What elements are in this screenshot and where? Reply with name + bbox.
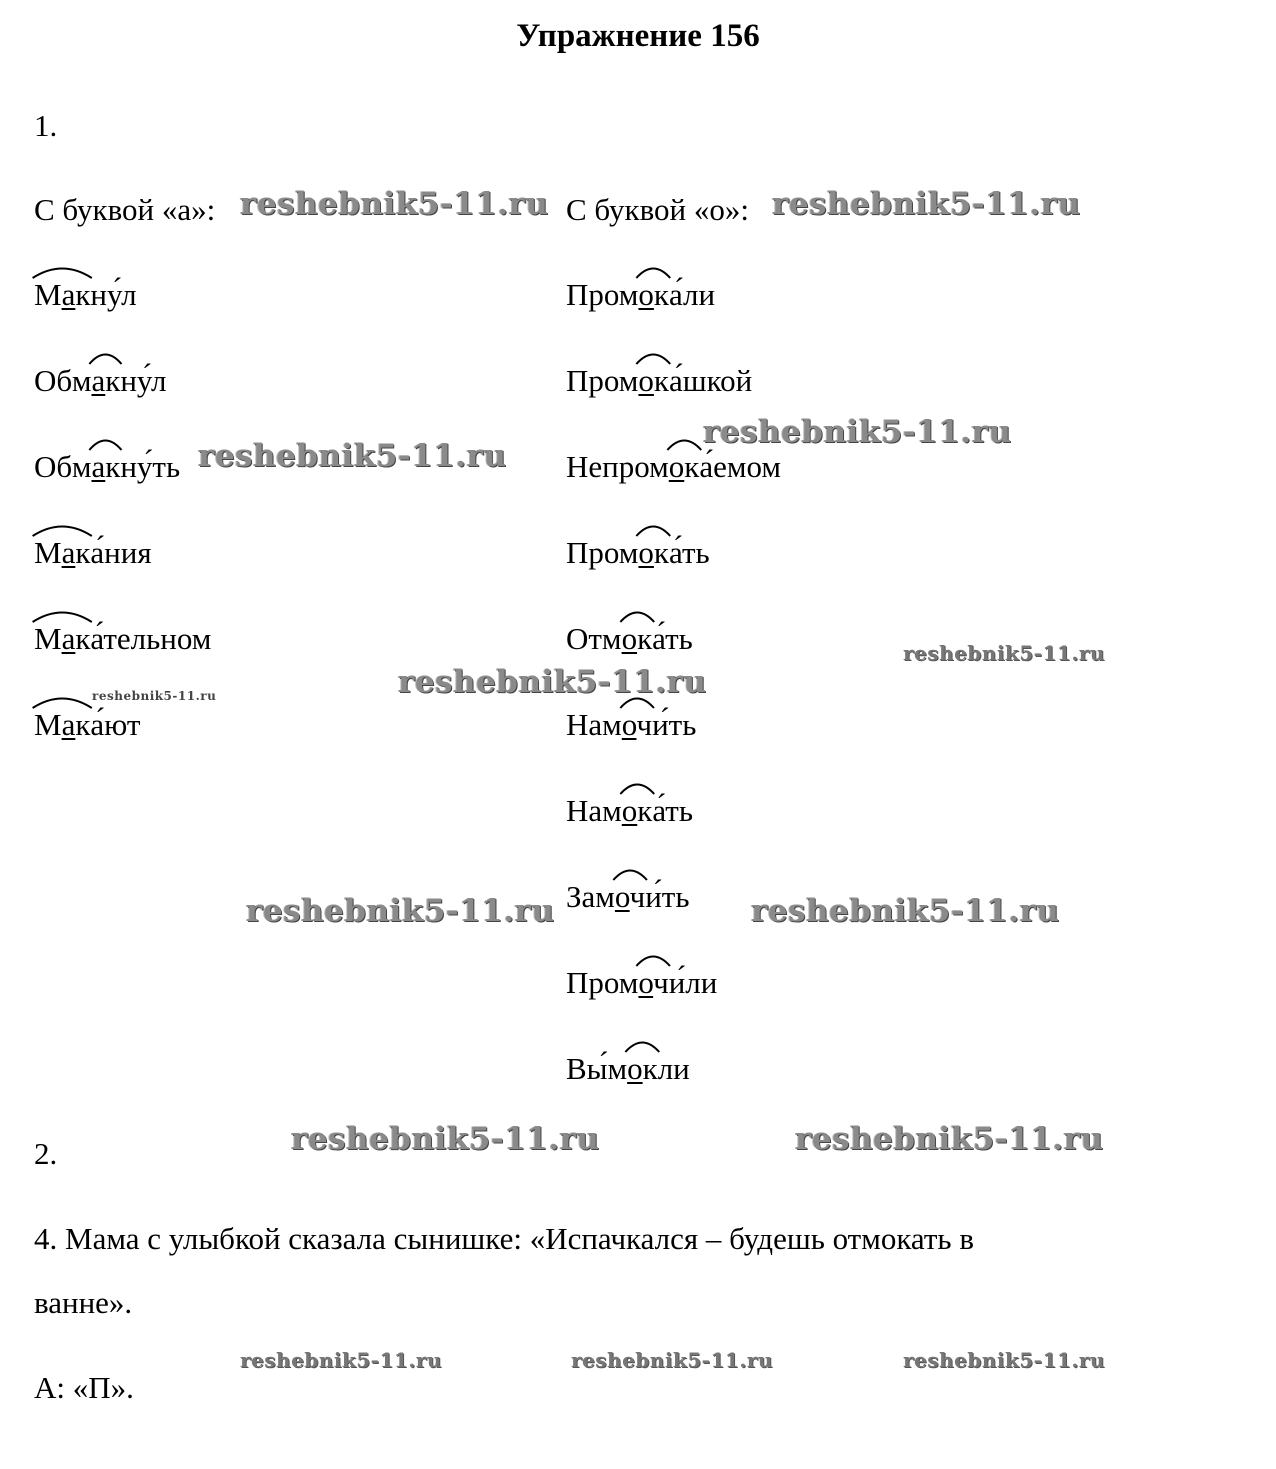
word-root	[34, 621, 90, 657]
word-item	[566, 449, 781, 485]
root-end: к	[75, 535, 91, 570]
word-root	[638, 277, 669, 313]
unstressed-vowel: о	[614, 879, 630, 914]
word-item	[566, 277, 715, 313]
word-root	[34, 535, 90, 571]
watermark: reshebnik5-11.ru	[291, 1121, 600, 1157]
unstressed-vowel: о	[638, 535, 654, 570]
word-root	[638, 363, 669, 399]
watermark: reshebnik5-11.ru	[751, 893, 1060, 929]
column-a-header: С буквой «а»:	[34, 192, 216, 227]
root-end: к	[653, 535, 669, 570]
word-suffix: и́ть	[652, 707, 697, 742]
word-suffix: ну́л	[120, 363, 167, 398]
unstressed-vowel: а	[61, 277, 76, 312]
root-start: М	[34, 621, 62, 656]
root-end: к	[637, 621, 653, 656]
watermark: reshebnik5-11.ru	[246, 893, 555, 929]
sentence-line-2: ванне».	[34, 1285, 133, 1320]
section-1-label: 1.	[34, 108, 58, 143]
watermark: reshebnik5-11.ru	[240, 186, 549, 222]
unstressed-vowel: о	[668, 449, 685, 484]
word-suffix: а́ния	[90, 535, 152, 570]
word-prefix: Нам	[566, 793, 622, 828]
unstressed-vowel: о	[627, 1051, 643, 1086]
root-end: к	[75, 621, 91, 656]
watermark: reshebnik5-11.ru	[92, 689, 217, 703]
word-item	[34, 363, 167, 399]
word-prefix: Обм	[34, 449, 92, 484]
root-end: к	[637, 793, 653, 828]
word-root	[622, 793, 653, 829]
word-prefix: Обм	[34, 363, 92, 398]
word-item	[566, 707, 696, 743]
word-item	[566, 363, 752, 399]
word-item	[566, 879, 690, 915]
word-prefix: Пром	[566, 363, 639, 398]
word-suffix: а́емом	[699, 449, 781, 484]
watermark: reshebnik5-11.ru	[198, 438, 507, 474]
word-suffix: а́шкой	[668, 363, 753, 398]
page-title: Упражнение 156	[516, 18, 760, 54]
watermark: reshebnik5-11.ru	[703, 414, 1012, 450]
word-root	[622, 707, 652, 743]
word-root	[638, 965, 668, 1001]
word-item	[34, 449, 180, 485]
watermark: reshebnik5-11.ru	[571, 1348, 773, 1372]
word-prefix: Вы́м	[566, 1051, 628, 1086]
word-item	[566, 621, 693, 657]
word-root	[34, 707, 90, 743]
word-prefix: Пром	[566, 965, 639, 1000]
word-root	[91, 449, 120, 485]
root-end: к	[642, 1051, 658, 1086]
word-root	[622, 621, 653, 657]
root-start: М	[34, 707, 62, 742]
word-suffix: а́тельном	[90, 621, 212, 656]
word-suffix: и́ть	[645, 879, 690, 914]
answer: А: «П».	[34, 1370, 134, 1405]
root-end: к	[653, 277, 669, 312]
watermark: reshebnik5-11.ru	[772, 186, 1081, 222]
word-item	[34, 621, 211, 657]
section-2-label: 2.	[34, 1136, 58, 1171]
unstressed-vowel: а	[61, 707, 76, 742]
word-prefix: Нам	[566, 707, 622, 742]
root-end: к	[684, 449, 700, 484]
word-item	[34, 707, 140, 743]
word-prefix: Отм	[566, 621, 622, 656]
word-item	[566, 793, 693, 829]
word-root	[34, 277, 90, 313]
watermark: reshebnik5-11.ru	[240, 1348, 442, 1372]
word-root	[627, 1051, 658, 1087]
word-suffix: и́ли	[668, 965, 718, 1000]
root-end: к	[75, 707, 91, 742]
root-end: к	[75, 277, 91, 312]
word-suffix: ну́ть	[120, 449, 181, 484]
unstressed-vowel: а	[61, 535, 76, 570]
root-end: ч	[636, 707, 653, 742]
root-end: к	[105, 449, 121, 484]
watermark: reshebnik5-11.ru	[903, 1348, 1105, 1372]
column-o-header: С буквой «о»:	[566, 192, 749, 227]
unstressed-vowel: а	[91, 449, 106, 484]
word-root	[638, 535, 669, 571]
unstressed-vowel: о	[621, 793, 638, 828]
unstressed-vowel: о	[638, 363, 654, 398]
word-root	[669, 449, 700, 485]
unstressed-vowel: а	[61, 621, 76, 656]
root-end: ч	[653, 965, 669, 1000]
word-item	[566, 965, 717, 1001]
word-prefix: Непром	[566, 449, 669, 484]
root-start: М	[34, 277, 62, 312]
word-suffix: ну́л	[90, 277, 137, 312]
root-end: к	[653, 363, 669, 398]
word-suffix: а́ли	[668, 277, 716, 312]
unstressed-vowel: о	[621, 621, 638, 656]
word-item	[566, 535, 710, 571]
root-end: к	[105, 363, 121, 398]
word-suffix: ли	[657, 1051, 690, 1086]
word-item	[34, 535, 152, 571]
watermark: reshebnik5-11.ru	[795, 1121, 1104, 1157]
word-root	[91, 363, 120, 399]
word-item	[34, 277, 137, 313]
word-prefix: Зам	[566, 879, 615, 914]
word-suffix: а́ют	[90, 707, 141, 742]
word-suffix: а́ть	[652, 793, 693, 828]
root-start: М	[34, 535, 62, 570]
word-root	[615, 879, 645, 915]
word-item	[566, 1051, 690, 1087]
watermark: reshebnik5-11.ru	[398, 664, 707, 700]
unstressed-vowel: о	[638, 965, 654, 1000]
word-suffix: а́ть	[652, 621, 693, 656]
root-end: ч	[629, 879, 646, 914]
unstressed-vowel: о	[621, 707, 637, 742]
watermark: reshebnik5-11.ru	[903, 641, 1105, 665]
unstressed-vowel: а	[91, 363, 106, 398]
sentence-line-1: 4. Мама с улыбкой сказала сынишке: «Испачкался – будешь отмокать в	[34, 1221, 974, 1256]
word-suffix: а́ть	[668, 535, 710, 570]
unstressed-vowel: о	[638, 277, 654, 312]
word-prefix: Пром	[566, 277, 639, 312]
word-prefix: Пром	[566, 535, 639, 570]
